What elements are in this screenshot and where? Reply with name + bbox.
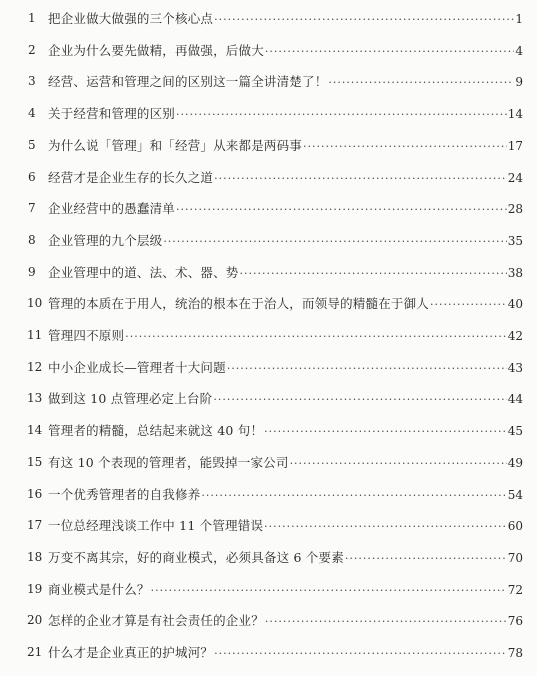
toc-entry-line (48, 231, 523, 249)
toc-entry-number: 14 (27, 423, 43, 438)
toc-entry-line (48, 104, 523, 122)
toc-entry[interactable] (0, 287, 537, 319)
toc-entry-line (48, 168, 523, 186)
toc-entry-title: 一位总经理浅谈工作中 11 个管理错误 (48, 518, 264, 534)
toc-entry-title: 管理的本质在于用人，统治的根本在于治人，而领导的精髓在于御人 (48, 296, 430, 312)
toc-entry-number: 15 (27, 454, 43, 469)
dot-leader (345, 552, 507, 565)
toc-entry-line (48, 643, 523, 661)
toc-entry-line (48, 41, 523, 59)
toc-entry-page-number: 9 (515, 75, 523, 90)
toc-entry-page-number: 43 (507, 360, 523, 375)
toc-entry-number: 16 (27, 486, 43, 501)
toc-entry-title: 有这 10 个表现的管理者，能毁掉一家公司 (48, 454, 289, 470)
toc-entry-page-number: 44 (507, 392, 523, 407)
dot-leader (430, 298, 507, 311)
toc-entry[interactable] (0, 2, 537, 34)
toc-entry-number: 7 (28, 201, 36, 216)
toc-entry-page-number: 78 (507, 646, 523, 660)
toc-entry-title: 管理四不原则 (48, 328, 125, 343)
toc-entry-line (48, 421, 523, 439)
toc-entry-number: 5 (28, 137, 36, 152)
toc-entry-number: 18 (27, 549, 43, 564)
toc-entry-title: 关于经营和管理的区别 (48, 106, 176, 122)
toc-entry[interactable] (0, 509, 537, 541)
toc-entry-number: 20 (27, 613, 43, 628)
toc-entry-title: 什么才是企业真正的护城河？ (48, 645, 214, 660)
dot-leader (303, 140, 507, 153)
toc-entry-number: 13 (27, 391, 43, 406)
toc-entry-title: 经营才是企业生存的长久之道 (48, 169, 214, 185)
toc-entry-title: 企业为什么要先做精，再做强，后做大 (48, 42, 264, 58)
toc-entry-line (48, 580, 523, 598)
toc-entry-title: 为什么说「管理」和「经营」从来都是两码事 (48, 137, 303, 153)
toc-entry[interactable] (0, 161, 537, 193)
toc-entry-number: 11 (27, 328, 43, 342)
toc-entry-line (48, 389, 523, 407)
toc-entry-page-number: 42 (507, 329, 523, 343)
toc-entry-title: 中小企业成长—管理者十大问题 (48, 359, 226, 375)
toc-entry-page-number: 45 (507, 424, 523, 439)
dot-leader (125, 330, 507, 343)
toc-entry-page-number: 70 (507, 550, 523, 565)
toc-entry[interactable] (0, 224, 537, 256)
toc-entry[interactable] (0, 65, 537, 97)
toc-entry-page-number: 76 (507, 614, 523, 629)
toc-entry-page-number: 28 (507, 202, 523, 217)
dot-leader (214, 13, 514, 26)
toc-entry-line (48, 611, 523, 629)
toc-entry[interactable] (0, 414, 537, 446)
toc-entry-number: 21 (27, 645, 43, 659)
toc-entry-line (48, 294, 523, 312)
toc-entry[interactable] (0, 351, 537, 383)
toc-entry-title: 怎样的企业才算是有社会责任的企业？ (48, 613, 264, 629)
toc-entry-page-number: 49 (507, 455, 523, 470)
toc-entry-page-number: 60 (507, 519, 523, 534)
toc-entry-title: 商业模式是什么？ (48, 581, 150, 597)
toc-entry[interactable] (0, 636, 537, 668)
toc-entry-page-number: 54 (507, 487, 523, 502)
dot-leader (264, 520, 507, 533)
toc-entry[interactable] (0, 604, 537, 636)
toc-entry-line (48, 358, 523, 376)
toc-entry-line (48, 516, 523, 534)
toc-entry-title: 企业管理中的道、法、术、器、势 (48, 264, 239, 280)
toc-entry-line (48, 485, 523, 503)
toc-entry-number: 4 (28, 106, 36, 121)
toc-entry-number: 3 (28, 74, 36, 89)
toc-entry[interactable] (0, 97, 537, 129)
toc-entry-title: 企业管理的九个层级 (48, 232, 163, 248)
toc-entry-number: 6 (28, 169, 36, 184)
toc-entry[interactable] (0, 192, 537, 224)
toc-entry-title: 经营、运营和管理之间的区别这一篇全讲清楚了！ (48, 74, 328, 90)
dot-leader (214, 172, 507, 185)
toc-entry[interactable] (0, 541, 537, 573)
toc-entry-page-number: 38 (507, 265, 523, 280)
dot-leader (227, 362, 507, 375)
toc-entry[interactable] (0, 573, 537, 605)
dot-leader (151, 584, 507, 597)
toc-entry[interactable] (0, 34, 537, 66)
toc-entry[interactable] (0, 129, 537, 161)
toc-entry-page-number: 1 (515, 12, 523, 26)
toc-entry-line (48, 453, 523, 471)
toc-entry-line (48, 326, 523, 344)
toc-entry[interactable] (0, 478, 537, 510)
toc-entry-number: 12 (27, 359, 43, 374)
toc-entry-title: 一个优秀管理者的自我修养 (48, 486, 201, 502)
toc-entry-page-number: 14 (507, 107, 523, 122)
toc-entry-number: 17 (27, 518, 43, 533)
toc-entry-line (48, 136, 523, 154)
toc-entry-number: 8 (28, 232, 36, 247)
dot-leader (264, 425, 507, 438)
dot-leader (176, 203, 507, 216)
toc-entry-title: 做到这 10 点管理必定上台阶 (48, 391, 213, 407)
toc-entry-title: 企业经营中的愚蠢清单 (48, 201, 176, 217)
toc-entry-line (48, 263, 523, 281)
toc-entry-line (48, 9, 523, 27)
toc-entry[interactable] (0, 319, 537, 351)
dot-leader (201, 489, 506, 502)
dot-leader (328, 76, 514, 89)
toc-entry-page-number: 72 (507, 582, 523, 597)
toc-entry-title: 把企业做大做强的三个核心点 (48, 11, 214, 26)
toc-entry-title: 万变不离其宗，好的商业模式，必须具备这 6 个要素 (48, 549, 344, 565)
dot-leader (163, 235, 506, 248)
dot-leader (240, 267, 507, 280)
toc-entry-page-number: 35 (507, 233, 523, 248)
dot-leader (290, 457, 507, 470)
toc-entry-line (48, 199, 523, 217)
toc-entry-page-number: 17 (507, 138, 523, 153)
toc-entry-page-number: 24 (507, 170, 523, 185)
toc-entry[interactable] (0, 256, 537, 288)
toc-entry-page-number: 4 (515, 43, 523, 58)
dot-leader (265, 45, 514, 58)
toc-entry-page-number: 40 (507, 297, 523, 312)
toc-entry-line (48, 548, 523, 566)
dot-leader (214, 647, 507, 660)
toc-entry-number: 9 (28, 264, 36, 279)
toc-entry-number: 19 (27, 581, 43, 596)
toc-entry[interactable] (0, 446, 537, 478)
toc-entry-title: 管理者的精髓，总结起来就这 40 句！ (48, 423, 264, 439)
toc-entry-number: 2 (28, 42, 36, 57)
toc-entry-number: 10 (27, 296, 43, 311)
toc-entry-number: 1 (28, 11, 36, 25)
dot-leader (176, 108, 507, 121)
dot-leader (265, 615, 507, 628)
toc-entry[interactable] (0, 382, 537, 414)
dot-leader (213, 393, 506, 406)
toc-entry-line (48, 72, 523, 90)
